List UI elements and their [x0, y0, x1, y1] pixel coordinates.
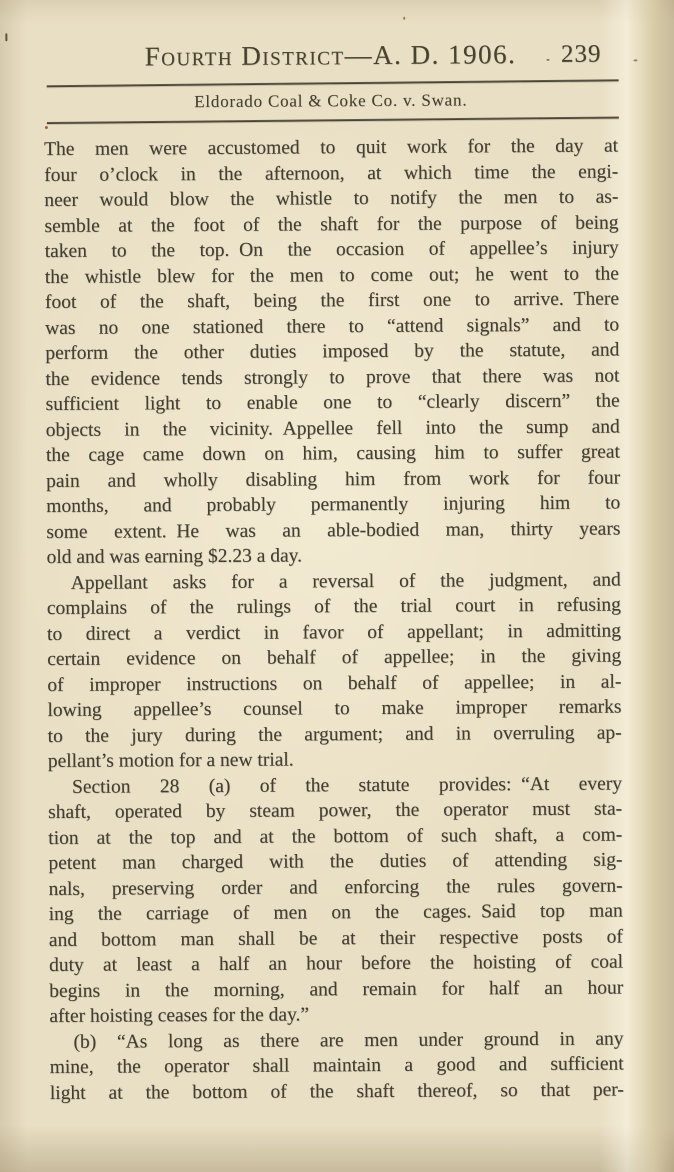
- text-line: old and was earning $2.23 a day.: [46, 545, 303, 568]
- text-line: nals, preserving order and enforcing the rules govern-: [48, 874, 623, 900]
- case-caption: Eldorado Coal & Coke Co. v. Swan.: [194, 90, 468, 112]
- text-line: pain and wholly disabling him from work for four: [46, 466, 621, 492]
- text-line: tion at the top and at the bottom of such shaft, a com-: [48, 823, 623, 849]
- paragraph: [47, 567, 622, 775]
- horizontal-rule-bottom: [47, 116, 619, 123]
- text-line: to the jury during the argument; and in overruling ap-: [47, 721, 622, 747]
- ink-speck: [634, 59, 638, 61]
- text-line: lowing appellee’s counsel to make improper remarks: [47, 696, 622, 721]
- text-line: neer would blow the whistle to notify the men to as-: [44, 186, 619, 211]
- paragraph: [49, 1026, 623, 1106]
- text-line: months, and probably permanently injuring him to: [46, 492, 621, 517]
- text-line: (b) “As long as there are men under ground in any: [73, 1027, 624, 1053]
- text-line: begins in the morning, and remain for half an hour: [49, 976, 624, 1002]
- text-line: Appellant asks for a reversal of the judgment, and: [70, 568, 621, 594]
- text-line: four o’clock in the afternoon, at which time the engi-: [44, 160, 619, 186]
- page-body: [44, 133, 624, 1105]
- text-line: was no one stationed there to “attend signals” and to: [45, 313, 620, 339]
- text-line: some extent. He was an able-bodied man, thirty years: [46, 517, 621, 543]
- ink-speck: [45, 126, 48, 129]
- text-line: the cage came down on him, causing him to suffer great: [45, 441, 620, 466]
- text-line: objects in the vicinity. Appellee fell into the sump and: [45, 415, 620, 441]
- ink-speck: [547, 59, 550, 61]
- text-line: ing the carriage of men on the cages. Said top man: [48, 900, 623, 925]
- text-line: complains of the rulings of the trial court in refusing: [46, 594, 621, 619]
- ink-speck: [403, 17, 405, 20]
- paragraph: [48, 771, 624, 1030]
- text-line: the whistle blew for the men to come out; he went to the: [44, 262, 619, 288]
- text-line: the evidence tends strongly to prove that there was not: [45, 364, 620, 390]
- text-line: duty at least a half an hour before the hoisting of coal: [48, 951, 624, 976]
- text-line: after hoisting ceases for the day.”: [49, 1004, 310, 1027]
- text-line: perform the other duties imposed by the statute, and: [45, 339, 620, 364]
- text-line: semble at the foot of the shaft for the purpose of being: [44, 211, 619, 237]
- text-line: foot of the shaft, being the first one to arrive. There: [44, 288, 620, 313]
- paragraph: [44, 133, 621, 570]
- text-line: certain evidence on behalf of appellee; in the giving: [47, 645, 622, 670]
- text-line: petent man charged with the duties of attending sig-: [48, 849, 623, 874]
- text-line: pellant’s motion for a new trial.: [47, 749, 294, 772]
- horizontal-rule-top: [47, 79, 619, 87]
- text-line: The men were accustomed to quit work for the day at: [43, 135, 619, 160]
- page-number: 239: [560, 40, 602, 68]
- text-line: and bottom man shall be at their respective posts of: [48, 925, 623, 951]
- text-line: taken to the top. On the occasion of appellee’s injury: [44, 237, 619, 262]
- text-line: shaft, operated by steam power, the operator must sta-: [48, 798, 623, 823]
- text-line: sufficient light to enable one to “clearly discern” the: [45, 390, 620, 415]
- ink-speck: [5, 33, 7, 41]
- text-line: mine, the operator shall maintain a good and sufficient: [49, 1053, 624, 1078]
- text-line: light at the bottom of the shaft thereof, so that per-: [49, 1078, 624, 1104]
- text-line: of improper instructions on behalf of appellee; in al-: [47, 670, 622, 696]
- text-line: Section 28 (a) of the statute provides: “At every: [71, 772, 623, 798]
- text-line: to direct a verdict in favor of appellant; in admitting: [46, 619, 622, 645]
- running-head-title: Fourth District—A. D. 1906.: [144, 39, 517, 72]
